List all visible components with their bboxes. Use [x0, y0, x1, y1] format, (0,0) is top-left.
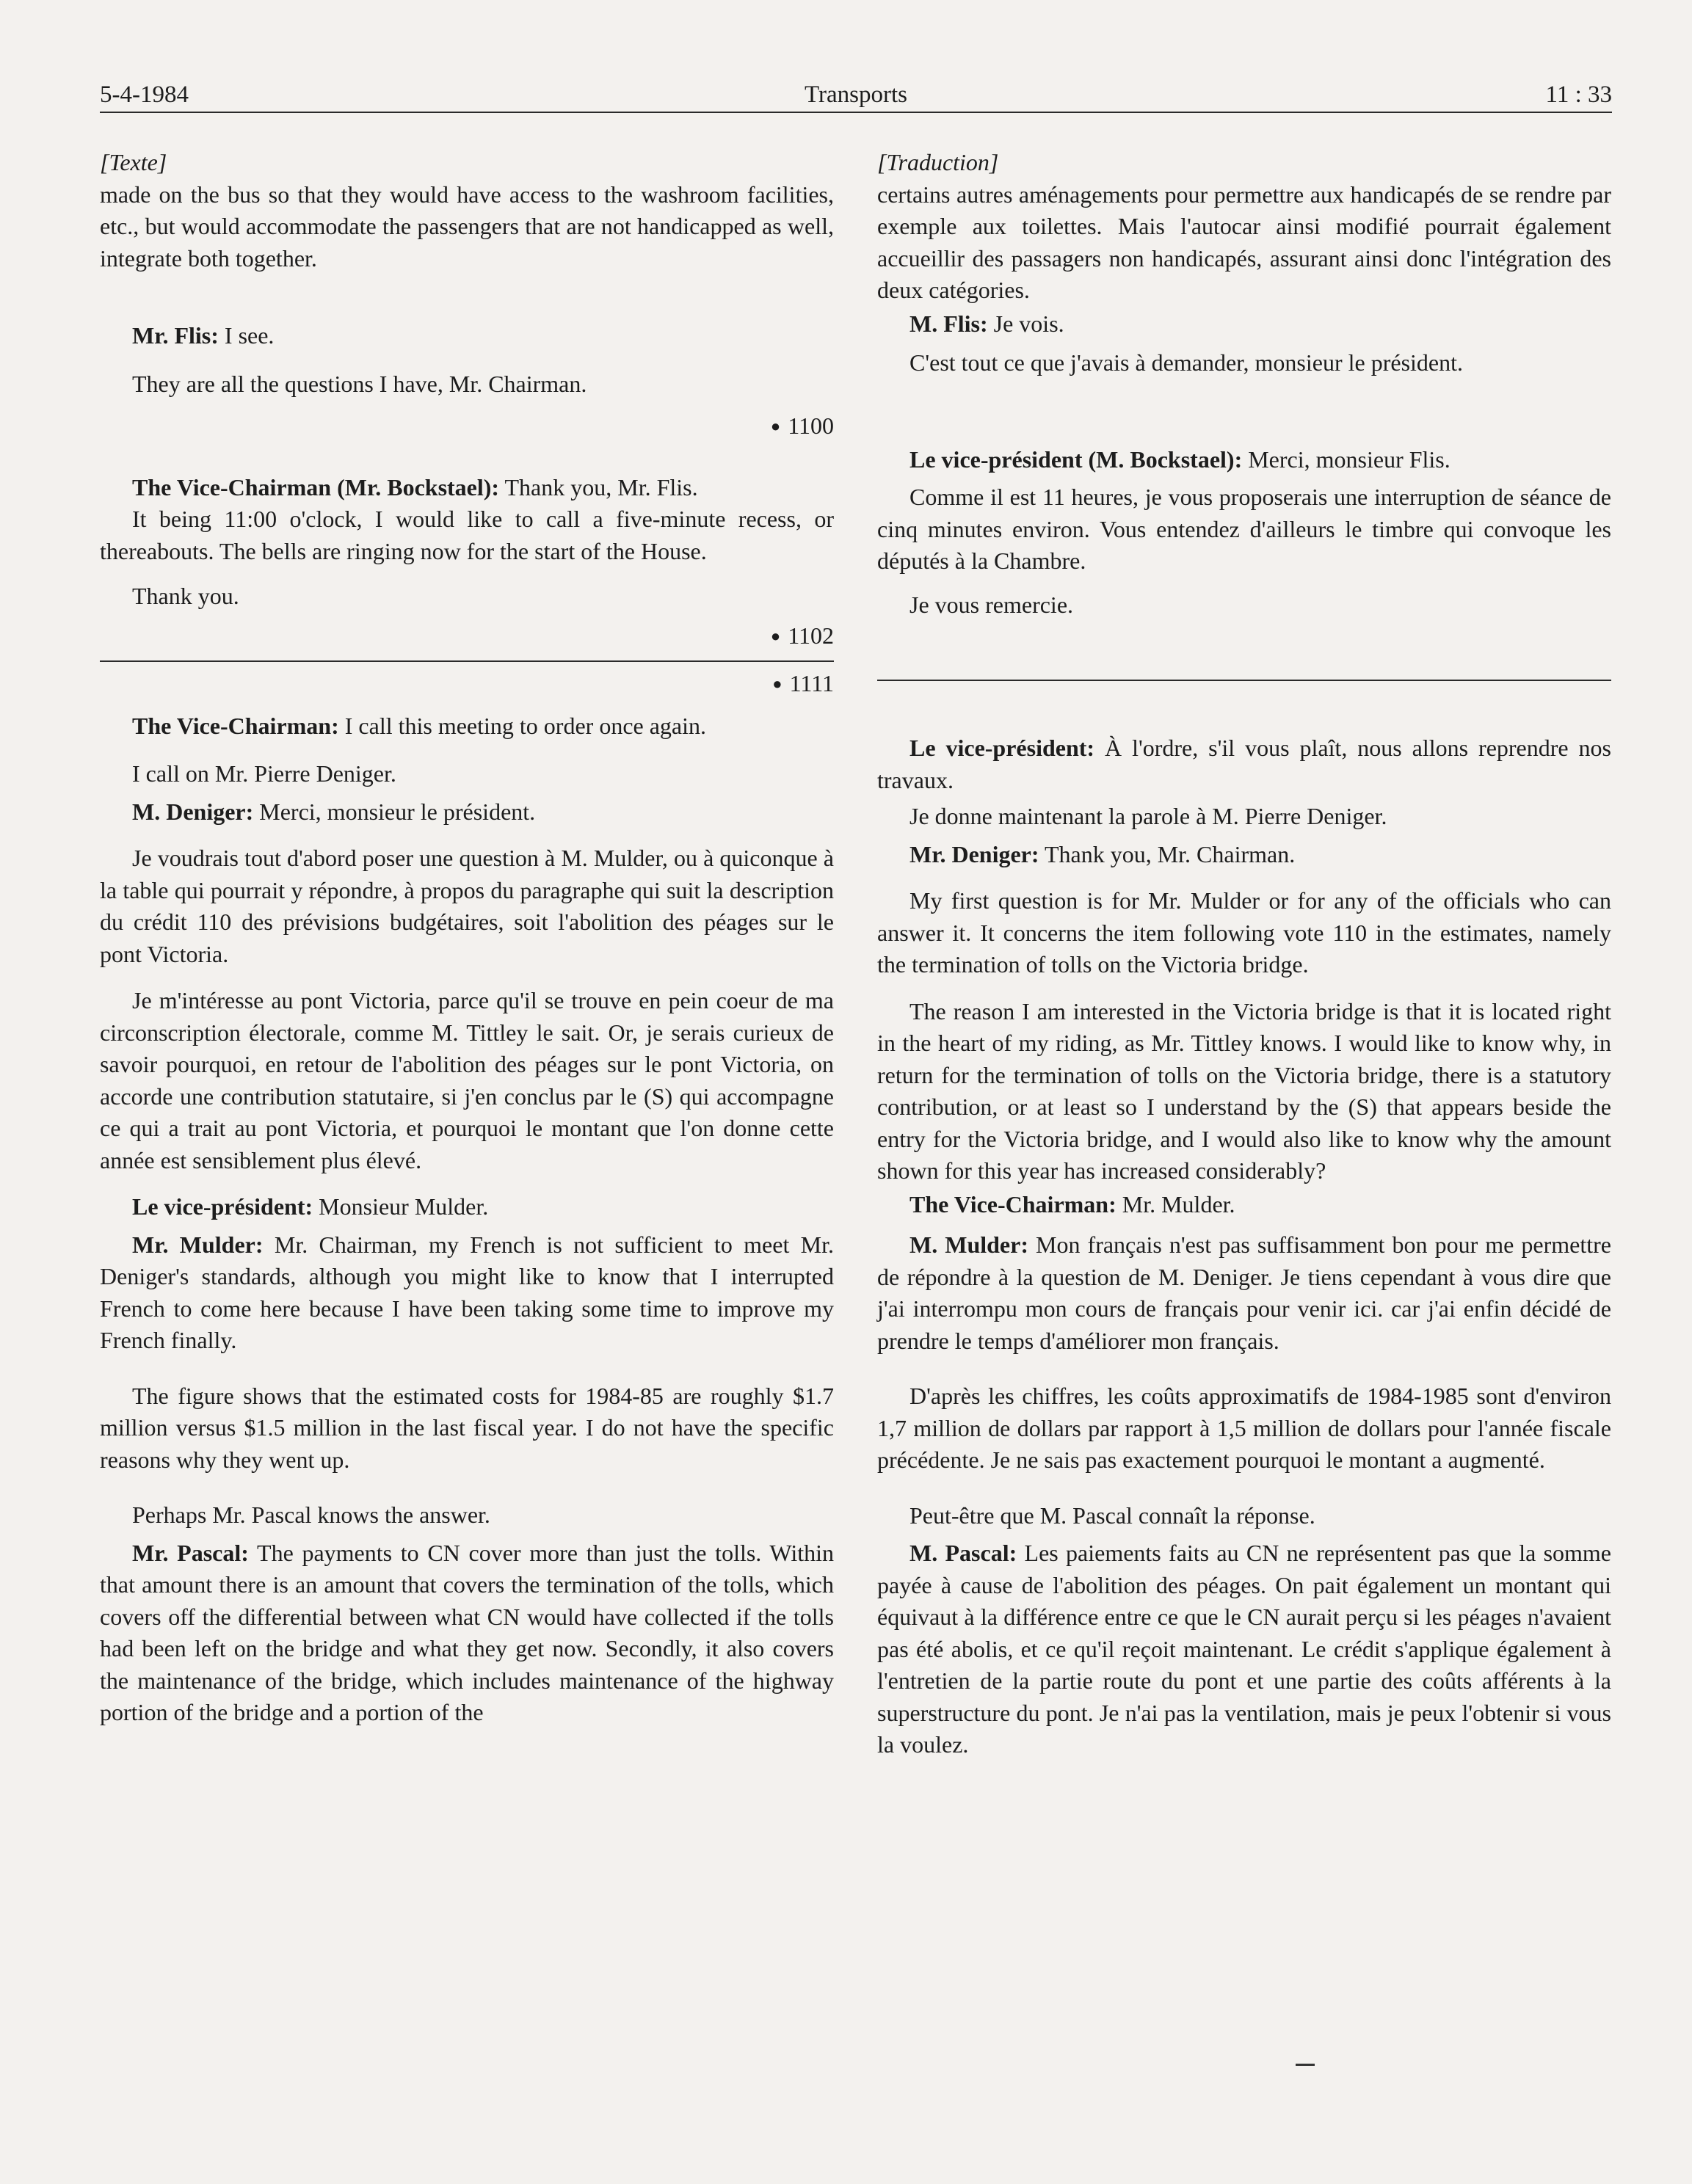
speech: Les paiements faits au CN ne représentent pas que la somme payée à cause de l'abolition des péages. On pait également un montant qui équivaut à la différence entre ce que le CN aurait perçu si les péages n'avaient pas été abolis, et ce qu'il reçoit maintenant. Le crédit s'applique également à l'entretien de la partie route du pont et une partie des coûts afférents à la superstructure du pont. Je n'ai pas la ventilation, mais je peux l'obtenir si vous la voulez.: [877, 1540, 1612, 1758]
speech: Mr. Chairman, my French is not sufficient to meet Mr. Deniger's standards, although you might like to know that I interrupted French to come here because I have been taking some time to improve my French finally.: [100, 1231, 835, 1353]
speech: Je vois.: [987, 310, 1064, 337]
speaker: The Vice-Chairman:: [909, 1190, 1116, 1217]
bullet-icon: ●: [772, 674, 783, 693]
right-section-label: [Traduction]: [877, 149, 999, 175]
speech: Thank you, Mr. Flis.: [499, 473, 698, 500]
time-marker: [100, 410, 834, 443]
right-paragraph-3: C'est tout ce que j'avais à demander, monsieur le président.: [909, 349, 1464, 376]
left-paragraph-15: Perhaps Mr. Pascal knows the answer.: [132, 1502, 490, 1528]
speech: À l'ordre, s'il vous plaît, nous allons reprendre nos travaux.: [877, 735, 1612, 793]
header-title: Transports: [805, 81, 907, 108]
speech: I call this meeting to order once again.: [338, 712, 707, 739]
right-paragraph-1: certains autres aménagements pour permettre aux handicapés de se rendre par exemple aux toilettes. Mais l'autocar ainsi modifié pourrait également accueillir des passagers non handicapés, assurant ainsi donc l'intégration des deux catégories.: [877, 181, 1611, 303]
speaker: M. Flis:: [909, 310, 988, 337]
speaker: Mr. Deniger:: [909, 840, 1039, 867]
left-paragraph-4: [100, 472, 834, 504]
left-paragraph-5: It being 11:00 o'clock, I would like to call a five-minute recess, or thereabouts. The bells are ringing now for the start of the House.: [100, 506, 834, 564]
left-paragraph-12: [100, 1191, 834, 1223]
left-paragraph-3: They are all the questions I have, Mr. Chairman.: [132, 370, 587, 397]
right-paragraph-12: [877, 1189, 1611, 1221]
right-paragraph-9: [877, 839, 1611, 871]
right-paragraph-16: [877, 1537, 1611, 1761]
right-paragraph-11: The reason I am interested in the Victoria bridge is that it is located right in the heart of my riding, as Mr. Tittley knows. I would like to know why, in return for the termination of tolls on the Victoria bridge, there is a statutory contribution, or at least so I understand by the (S) that appears beside the entry for the Victoria bridge, and I would also like to know why the amount shown for this year has increased considerably?: [877, 997, 1611, 1184]
right-paragraph-10: My first question is for Mr. Mulder or for any of the officials who can answer it. It concerns the item following vote 110 in the estimates, namely the termination of tolls on the Victoria bridge.: [877, 887, 1611, 978]
speaker: M. Deniger:: [132, 798, 254, 825]
left-paragraph-9: [100, 796, 834, 829]
speech: Thank you, Mr. Chairman.: [1039, 840, 1296, 867]
speaker: The Vice-Chairman (Mr. Bockstael):: [132, 473, 500, 500]
footer-dash: [1296, 2064, 1315, 2066]
speaker: Mr. Mulder:: [132, 1231, 264, 1258]
speaker: M. Mulder:: [909, 1231, 1028, 1258]
speech: Monsieur Mulder.: [313, 1193, 489, 1220]
bullet-icon: ●: [770, 417, 781, 435]
left-paragraph-8: I call on Mr. Pierre Deniger.: [132, 760, 396, 787]
right-paragraph-13: [877, 1229, 1611, 1357]
left-paragraph-7: [100, 710, 834, 743]
speaker: The Vice-Chairman:: [132, 712, 339, 739]
speaker: Mr. Pascal:: [132, 1539, 249, 1566]
left-paragraph-13: [100, 1229, 834, 1357]
time-value: 1100: [788, 412, 834, 439]
section-rule: [100, 660, 834, 662]
bullet-icon: ●: [770, 626, 781, 645]
right-column: [877, 147, 1611, 1761]
right-paragraph-4: [877, 444, 1611, 476]
right-paragraph-5: Comme il est 11 heures, je vous proposerais une interruption de séance de cinq minutes environ. Vous entendez d'ailleurs le timbre qui convoque les députés à la Chambre.: [877, 484, 1611, 574]
time-marker: [100, 668, 834, 700]
right-paragraph-8: Je donne maintenant la parole à M. Pierre Deniger.: [909, 803, 1387, 829]
time-marker: [100, 620, 834, 652]
speech: Merci, monsieur le président.: [253, 798, 536, 825]
right-paragraph-6: Je vous remercie.: [909, 591, 1074, 618]
left-column: [100, 147, 834, 1729]
section-rule: [877, 680, 1611, 681]
speech: Mon français n'est pas suffisamment bon pour me permettre de répondre à la question de M. Deniger. Je tiens cependant à vous dire que j'ai interrompu mon cours de français pour venir ici. car j'ai enfin décidé de prendre le temps d'améliorer mon français.: [877, 1231, 1612, 1354]
header-date: 5-4-1984: [100, 81, 189, 108]
left-paragraph-6: Thank you.: [132, 583, 239, 609]
left-paragraph-14: The figure shows that the estimated costs for 1984-85 are roughly $1.7 million versus $1.5 million in the last fiscal year. I do not have the specific reasons why they went up.: [100, 1382, 834, 1473]
speaker: Le vice-président (M. Bockstael):: [909, 445, 1243, 473]
header-page-number: 11 : 33: [1545, 81, 1612, 108]
speech: The payments to CN cover more than just the tolls. Within that amount there is an amount that covers the termination of the tolls, which covers off the differential between what CN would have collected if the tolls had been left on the bridge and what they get now. Secondly, it also covers the maintenance of the bridge, which includes maintenance of the highway portion of the bridge and a portion of the: [100, 1539, 834, 1725]
right-paragraph-7: [877, 732, 1611, 796]
left-section-label: [Texte]: [100, 149, 167, 175]
left-paragraph-16: [100, 1537, 834, 1729]
left-paragraph-10: Je voudrais tout d'abord poser une question à M. Mulder, ou à quiconque à la table qui pourrait y répondre, à propos du paragraphe qui suit la description du crédit 110 des prévisions budgétaires, soit l'abolition des péages sur le pont Victoria.: [100, 845, 834, 967]
page-header: [100, 76, 1612, 113]
right-paragraph-15: Peut-être que M. Pascal connaît la réponse.: [909, 1502, 1315, 1529]
speech: I see.: [218, 322, 275, 349]
left-paragraph-2: [100, 320, 834, 352]
left-paragraph-1: made on the bus so that they would have access to the washroom facilities, etc., but would accommodate the passengers that are not handicapped as well, integrate both together.: [100, 181, 834, 272]
left-paragraph-11: Je m'intéresse au pont Victoria, parce qu'il se trouve en pein coeur de ma circonscription électorale, comme M. Tittley le sait. Or, je serais curieux de savoir pourquoi, en retour de l'abolition des péages sur le pont Victoria, on accorde une contribution statutaire, si j'en conclus par le (S) qui accompagne ce qui a trait au pont Victoria, et pourquoi le montant que l'on donne cette année est sensiblement plus élevé.: [100, 987, 834, 1173]
speech: Merci, monsieur Flis.: [1242, 445, 1450, 473]
header-rule: [100, 112, 1612, 113]
speaker: Le vice-président:: [132, 1193, 313, 1220]
speech: Mr. Mulder.: [1116, 1190, 1235, 1217]
speaker: Le vice-président:: [909, 735, 1095, 761]
time-value: 1111: [789, 670, 834, 696]
time-value: 1102: [788, 622, 834, 649]
speaker: Mr. Flis:: [132, 322, 219, 349]
right-paragraph-14: D'après les chiffres, les coûts approximatifs de 1984-1985 sont d'environ 1,7 million de dollars par rapport à 1,5 million de dollars pour l'année fiscale précédente. Je ne sais pas exactement pourquoi le montant a augmenté.: [877, 1383, 1611, 1473]
right-paragraph-2: [877, 308, 1611, 341]
speaker: M. Pascal:: [909, 1540, 1017, 1566]
